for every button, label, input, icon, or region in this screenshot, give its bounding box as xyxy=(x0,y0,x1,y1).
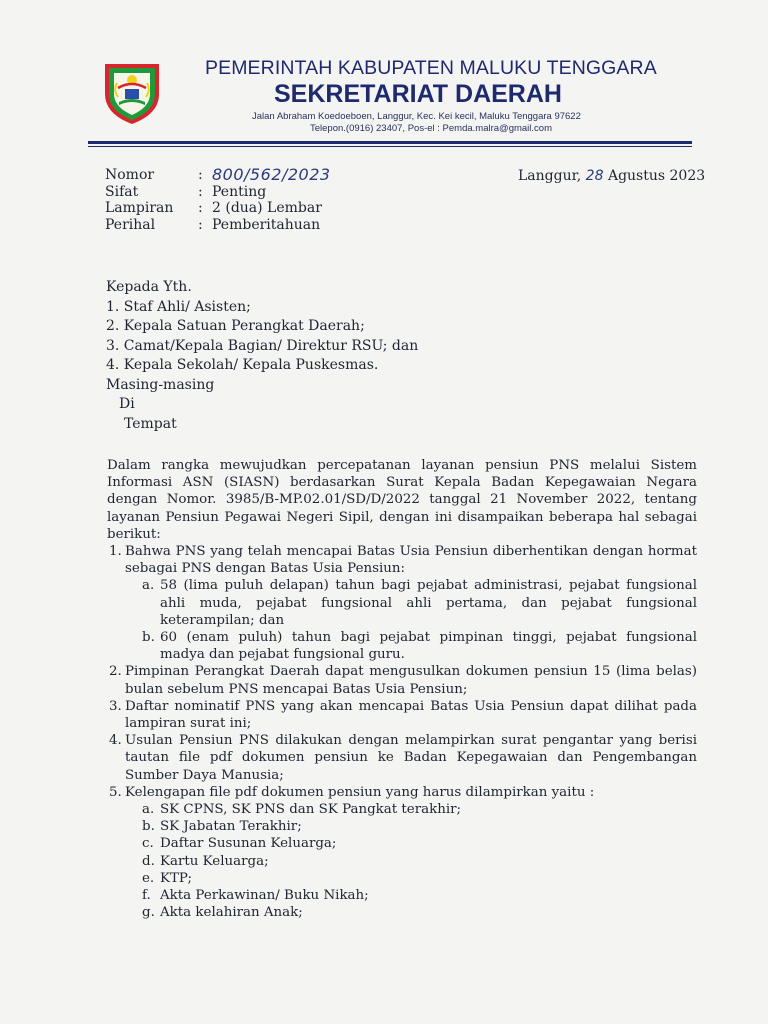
point-number: 1. xyxy=(109,544,122,560)
letterhead-government-name: PEMERINTAH KABUPATEN MALUKU TENGGARA xyxy=(205,57,657,79)
meta-row-sifat xyxy=(105,184,331,201)
addressee-item: 3. Camat/Kepala Bagian/ Direktur RSU; dan xyxy=(106,337,419,354)
sub-number: b. xyxy=(142,630,155,646)
sub-number: c. xyxy=(142,836,154,852)
letter-number: 800/562/2023 xyxy=(212,165,331,184)
letter-body xyxy=(107,457,697,921)
point-item xyxy=(107,663,697,697)
point-text: Pimpinan Perangkat Daerah dapat mengusulkan dokumen pensiun 15 (lima belas) bulan sebelum PNS mencapai Batas Usia Pensiun; xyxy=(125,664,697,697)
sub-item xyxy=(125,887,697,904)
sub-text: 58 (lima puluh delapan) tahun bagi pejabat administrasi, pejabat fungsional ahli muda, pejabat fungsional ahli pertama, dan pejabat fungsional keterampilan; dan xyxy=(160,578,697,628)
meta-row-lampiran xyxy=(105,200,331,217)
sub-item xyxy=(125,904,697,921)
meta-label: Nomor xyxy=(105,167,155,183)
point-text: Usulan Pensiun PNS dilakukan dengan melampirkan surat pengantar yang berisi tautan file pdf dokumen pensiun ke Badan Kepegawaian dan Pengembangan Sumber Daya Manusia; xyxy=(125,733,697,783)
sub-item xyxy=(125,818,697,835)
point-item xyxy=(107,732,697,784)
letterhead-office-name: SEKRETARIAT DAERAH xyxy=(274,80,562,108)
meta-label: Lampiran xyxy=(105,200,174,216)
points-list xyxy=(107,543,697,921)
sub-number: a. xyxy=(142,578,155,594)
meta-label: Sifat xyxy=(105,183,139,200)
sub-text: 60 (enam puluh) tahun bagi pejabat pimpinan tinggi, pejabat fungsional madya dan pejabat fungsional guru. xyxy=(160,630,697,663)
addressee-item: 4. Kepala Sekolah/ Kepala Puskesmas. xyxy=(106,357,379,373)
point-item xyxy=(107,543,697,663)
point-item xyxy=(107,784,697,922)
intro-paragraph xyxy=(107,457,697,543)
point-number: 2. xyxy=(109,664,122,680)
sub-text: SK CPNS, SK PNS dan SK Pangkat terakhir; xyxy=(160,802,462,818)
addressee-item: 1. Staf Ahli/ Asisten; xyxy=(106,298,251,315)
letterhead-address: Jalan Abraham Koedoeboen, Langgur, Kec. Kei kecil, Maluku Tenggara 97622 xyxy=(252,111,581,122)
letter-meta xyxy=(105,167,331,233)
meta-value: Penting xyxy=(212,183,267,200)
point-text: Bahwa PNS yang telah mencapai Batas Usia Pensiun diberhentikan dengan hormat sebagai PNS dengan Batas Usia Pensiun: xyxy=(125,544,697,577)
point-text: Daftar nominatif PNS yang akan mencapai Batas Usia Pensiun dapat dilihat pada lampiran surat ini; xyxy=(125,698,697,732)
meta-colon: : xyxy=(198,183,203,200)
sub-list xyxy=(125,577,697,663)
addressees xyxy=(106,278,418,434)
point-text: Kelengapan file pdf dokumen pensiun yang harus dilampirkan yaitu : xyxy=(125,784,595,800)
sub-item xyxy=(125,629,697,663)
addressee-header: Kepada Yth. xyxy=(106,279,192,295)
point-number: 5. xyxy=(109,784,122,800)
sub-number: g. xyxy=(142,905,155,921)
sub-number: d. xyxy=(142,853,155,869)
place-date xyxy=(518,168,705,184)
meta-label: Perihal xyxy=(105,216,156,233)
sub-text: Daftar Susunan Keluarga; xyxy=(160,836,337,852)
addressee-di: Di xyxy=(119,396,135,412)
regency-coat-of-arms-icon xyxy=(99,58,165,126)
date-day: 28 xyxy=(585,168,604,184)
sub-number: a. xyxy=(142,802,155,818)
meta-value: 2 (dua) Lembar xyxy=(212,200,322,216)
meta-row-perihal xyxy=(105,217,331,234)
sub-text: Akta kelahiran Anak; xyxy=(160,905,303,921)
sub-item xyxy=(125,801,697,818)
sub-number: b. xyxy=(142,819,155,835)
place: Langgur, xyxy=(518,168,582,184)
meta-colon: : xyxy=(198,216,203,233)
point-number: 4. xyxy=(109,733,122,749)
meta-colon: : xyxy=(198,200,203,216)
sub-item xyxy=(125,835,697,852)
sub-item xyxy=(125,853,697,870)
sub-item xyxy=(125,577,697,629)
addressee-tempat: Tempat xyxy=(124,415,177,432)
sub-item xyxy=(125,870,697,887)
addressee-item: 2. Kepala Satuan Perangkat Daerah; xyxy=(106,318,365,334)
sub-text: Akta Perkawinan/ Buku Nikah; xyxy=(160,888,369,904)
point-item xyxy=(107,698,697,732)
intro-text: Dalam rangka mewujudkan percepatanan layanan pensiun PNS melalui Sistem Informasi ASN (SIASN) berdasarkan Surat Kepala Badan Kepegawaian Negara dengan Nomor. 3985/B-MP.02.01/SD/D/2022 tanggal 21 November 2022, tentang layanan Pensiun Pegawai Negeri Sipil, dengan ini disampaikan beberapa hal sebagai berikut: xyxy=(107,458,697,542)
sub-text: KTP; xyxy=(160,870,192,886)
sub-number: e. xyxy=(142,870,155,886)
meta-colon: : xyxy=(198,167,203,183)
sub-text: SK Jabatan Terakhir; xyxy=(160,819,302,835)
sub-number: f. xyxy=(142,888,151,904)
sub-list xyxy=(125,801,697,921)
letterhead-rule-thin xyxy=(88,146,692,147)
letterhead-rule-thick xyxy=(88,141,692,144)
date-month-year: Agustus 2023 xyxy=(607,168,706,184)
letterhead-contact: Telepon.(0916) 23407, Pos-el : Pemda.malra@gmail.com xyxy=(310,123,552,134)
point-number: 3. xyxy=(109,698,122,714)
meta-value: Pemberitahuan xyxy=(212,216,321,233)
sub-text: Kartu Keluarga; xyxy=(160,853,269,869)
meta-row-nomor xyxy=(105,167,331,184)
addressee-masing: Masing-masing xyxy=(106,376,215,393)
